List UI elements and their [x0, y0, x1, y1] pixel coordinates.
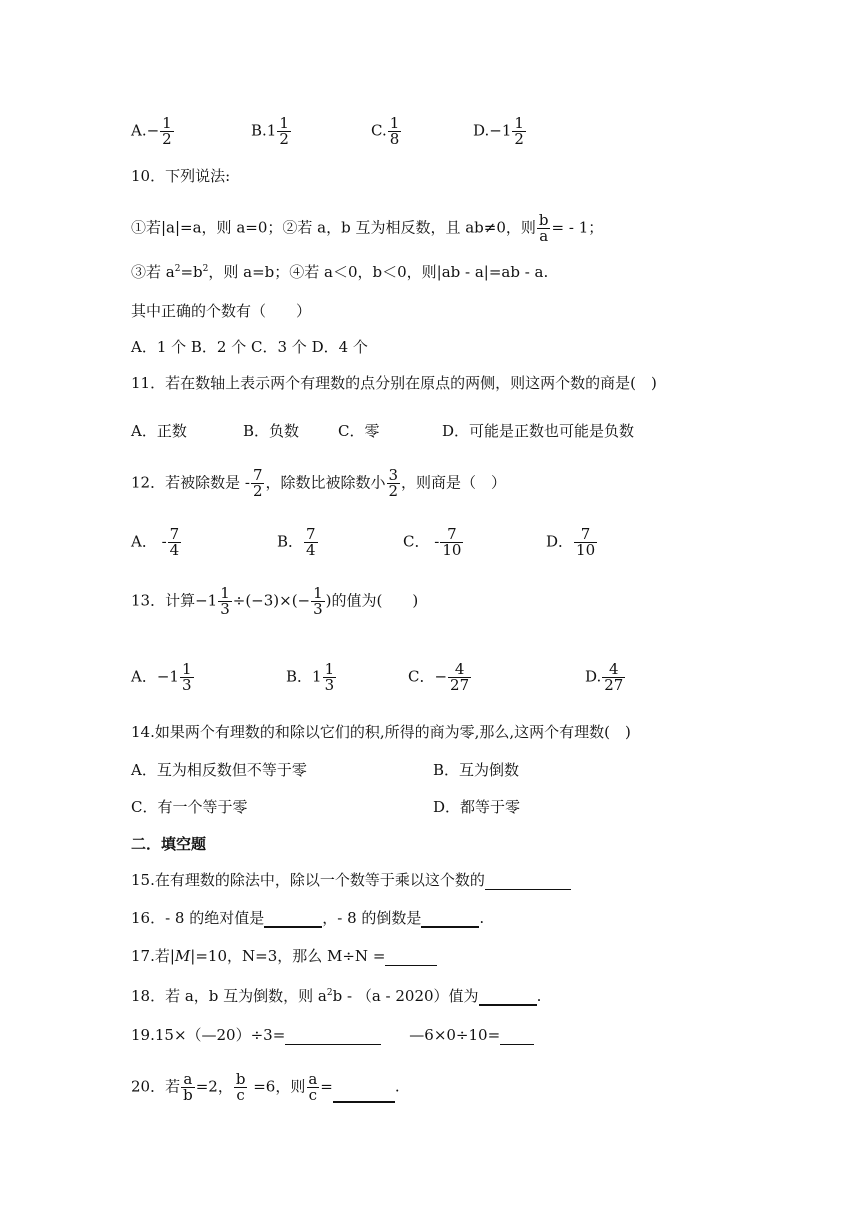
fraction: $\frac{a}{b}$ [183, 1070, 193, 1104]
answer-blank[interactable] [264, 910, 322, 928]
q14-title: 14.如果两个有理数的和除以它们的积,所得的商为零,那么,这两个有理数( ) [131, 723, 631, 741]
fraction: $\frac{1}{3}$ [220, 584, 230, 618]
q19: 19.15×（—20）÷3= —6×0÷10= [131, 1025, 534, 1045]
fraction: $\frac{1}{2}$ [279, 114, 289, 148]
answer-blank[interactable] [479, 988, 537, 1006]
fraction: $\frac{b}{a}$ [538, 211, 549, 245]
q12-option-d: D． $\frac{7}{10}$ [546, 525, 596, 559]
fraction: $\frac{7}{2}$ [252, 466, 263, 500]
answer-blank[interactable] [333, 1085, 395, 1103]
q11-title: 11．若在数轴上表示两个有理数的点分别在原点的两侧，则这两个数的商是( ) [131, 374, 657, 392]
q17: 17.若|M|=10，N=3，那么 M÷N = [131, 946, 437, 966]
q11-option-b: B．负数 [243, 422, 300, 440]
q12-option-c: C． - $\frac{7}{10}$ [403, 525, 462, 559]
fraction: $\frac{4}{27}$ [450, 660, 470, 694]
q9-option-c: C. $\frac{1}{8}$ [371, 114, 400, 148]
fraction: $\frac{1}{2}$ [514, 114, 524, 148]
answer-blank[interactable] [385, 949, 437, 966]
answer-blank[interactable] [285, 1028, 381, 1045]
fraction: $\frac{b}{c}$ [235, 1070, 246, 1104]
q18: 18．若 a，b 互为倒数，则 $a^2b - (a - 2020)$值为 . [131, 987, 542, 1005]
q10-statement-2: ③若 $a^2=b^2$，则 a=b；④若 a＜0，b＜0，则|ab - a|=ab - a. [131, 263, 549, 281]
q12-option-b: B． $\frac{7}{4}$ [277, 525, 316, 559]
answer-blank[interactable] [421, 910, 479, 928]
q14-option-c: C．有一个等于零 [131, 798, 248, 816]
q13-option-d: D. $\frac{4}{27}$ [585, 660, 624, 694]
absolute-value: |M| [169, 947, 196, 965]
q16: 16．- 8 的绝对值是 ，- 8 的倒数是 . [131, 909, 485, 927]
section-heading: 二．填空题 [131, 835, 207, 853]
q11-option-a: A．正数 [131, 422, 187, 440]
q15: 15.在有理数的除法中，除以一个数等于乘以这个数的 [131, 870, 571, 890]
fraction: $\frac{7}{4}$ [169, 525, 180, 559]
q14-option-d: D．都等于零 [433, 798, 521, 816]
fraction: $\frac{1}{2}$ [162, 114, 172, 148]
q9-option-a: A.− $\frac{1}{2}$ [131, 114, 172, 148]
q9-option-d: D.−1 $\frac{1}{2}$ [473, 114, 524, 148]
q11-option-d: D．可能是正数也可能是负数 [442, 422, 635, 440]
q12-title: 12．若被除数是 - $\frac{7}{2}$ ，除数比被除数小 $\frac{3}{2}$ ，则商是（ ） [131, 466, 507, 500]
answer-blank[interactable] [500, 1028, 534, 1045]
q12-option-a: A． - $\frac{7}{4}$ [131, 525, 180, 559]
q10-statement-1: ①若|a|=a，则 a=0；②若 a，b 互为相反数，且 ab≠0，则 $\frac{b}{a}$ = - 1； [131, 211, 604, 245]
fraction: $\frac{7}{10}$ [442, 525, 462, 559]
answer-blank[interactable] [485, 873, 571, 890]
fraction: $\frac{a}{c}$ [308, 1070, 318, 1104]
q9-option-b: B.1 $\frac{1}{2}$ [251, 114, 289, 148]
fraction: $\frac{1}{8}$ [389, 114, 400, 148]
q13-option-a: A．−1 $\frac{1}{3}$ [131, 660, 192, 694]
q13-title: 13．计算−1 $\frac{1}{3}$ ÷(−3)×(− $\frac{1}{3}$ )的值为( ) [131, 584, 419, 618]
fraction: $\frac{1}{3}$ [181, 660, 192, 694]
q14-option-b: B．互为倒数 [433, 761, 520, 779]
q10-options: A．1 个 B．2 个 C．3 个 D．4 个 [131, 338, 368, 356]
q13-option-c: C．− $\frac{4}{27}$ [408, 660, 470, 694]
fraction: $\frac{1}{3}$ [313, 584, 323, 618]
fraction: $\frac{7}{4}$ [306, 525, 316, 559]
fraction: $\frac{4}{27}$ [604, 660, 624, 694]
q14-option-a: A．互为相反数但不等于零 [131, 761, 307, 779]
fraction: $\frac{1}{3}$ [324, 660, 335, 694]
q13-option-b: B．1 $\frac{1}{3}$ [286, 660, 335, 694]
q11-option-c: C．零 [338, 422, 380, 440]
q10-title: 10．下列说法: [131, 167, 231, 185]
fraction: $\frac{7}{10}$ [576, 525, 596, 559]
q10-ask: 其中正确的个数有（ ） [131, 302, 312, 320]
q20: 20．若 $\frac{a}{b}$ =2， $\frac{b}{c}$ =6，则 $\frac{a}{c}$ = . [131, 1070, 400, 1104]
fraction: $\frac{3}{2}$ [388, 466, 399, 500]
